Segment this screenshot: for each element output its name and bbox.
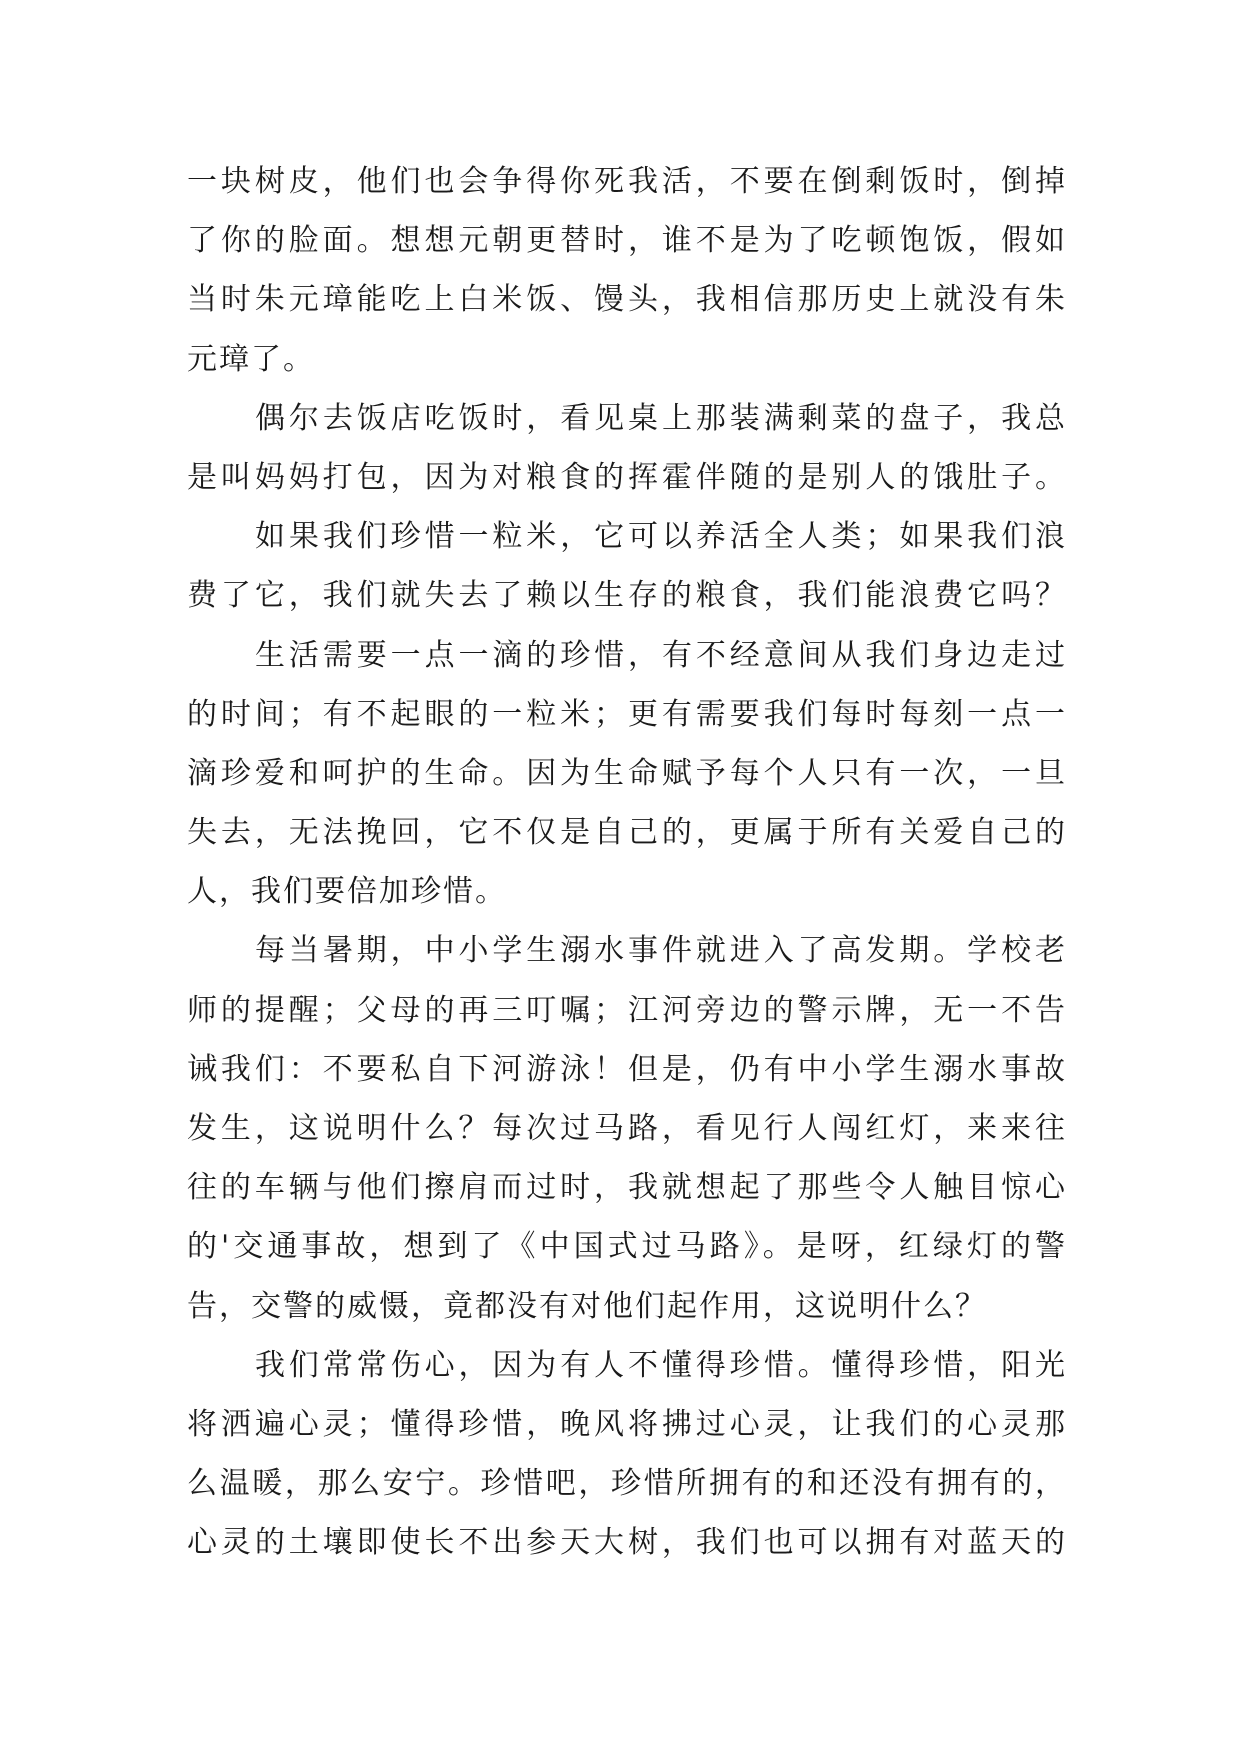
text-line: 费了它，我们就失去了赖以生存的粮食，我们能浪费它吗？	[187, 578, 1067, 614]
text-line: 元璋了。	[187, 341, 315, 377]
paragraph-first-line: 每当暑期，中小学生溺水事件就进入了高发期。学校老	[255, 933, 1067, 969]
essay-body	[187, 152, 1067, 1573]
text-line: 的时间；有不起眼的一粒米；更有需要我们每时每刻一点一	[187, 696, 1067, 732]
text-line: 诫我们：不要私自下河游泳！但是，仍有中小学生溺水事故	[187, 1051, 1067, 1087]
text-line: 往的车辆与他们擦肩而过时，我就想起了那些令人触目惊心	[187, 1170, 1067, 1206]
text-line: 人，我们要倍加珍惜。	[187, 874, 507, 910]
text-line: 的'交通事故，想到了《中国式过马路》。是呀，红绿灯的警	[187, 1229, 1067, 1265]
paragraph-first-line: 生活需要一点一滴的珍惜，有不经意间从我们身边走过	[255, 637, 1067, 673]
text-line: 滴珍爱和呵护的生命。因为生命赋予每个人只有一次，一旦	[187, 755, 1067, 791]
text-line: 了你的脸面。想想元朝更替时，谁不是为了吃顿饱饭，假如	[187, 223, 1067, 259]
text-line: 告，交警的威慑，竟都没有对他们起作用，这说明什么？	[187, 1288, 987, 1324]
paragraph-first-line: 偶尔去饭店吃饭时，看见桌上那装满剩菜的盘子，我总	[255, 400, 1067, 436]
text-line: 心灵的土壤即使长不出参天大树，我们也可以拥有对蓝天的	[187, 1525, 1067, 1561]
text-line: 师的提醒；父母的再三叮嘱；江河旁边的警示牌，无一不告	[187, 992, 1067, 1028]
text-line: 失去，无法挽回，它不仅是自己的，更属于所有关爱自己的	[187, 815, 1067, 851]
paragraph-first-line: 如果我们珍惜一粒米，它可以养活全人类；如果我们浪	[255, 519, 1067, 555]
text-line: 将洒遍心灵；懂得珍惜，晚风将拂过心灵，让我们的心灵那	[187, 1406, 1067, 1442]
text-line: 一块树皮，他们也会争得你死我活，不要在倒剩饭时，倒掉	[187, 164, 1067, 199]
text-line: 么温暖，那么安宁。珍惜吧，珍惜所拥有的和还没有拥有的，	[187, 1466, 1067, 1502]
paragraph-first-line: 我们常常伤心，因为有人不懂得珍惜。懂得珍惜，阳光	[255, 1347, 1067, 1383]
text-line: 是叫妈妈打包，因为对粮食的挥霍伴随的是别人的饿肚子。	[187, 459, 1067, 495]
text-line: 当时朱元璋能吃上白米饭、馒头，我相信那历史上就没有朱	[187, 282, 1067, 318]
text-line: 发生，这说明什么？每次过马路，看见行人闯红灯，来来往	[187, 1111, 1067, 1146]
